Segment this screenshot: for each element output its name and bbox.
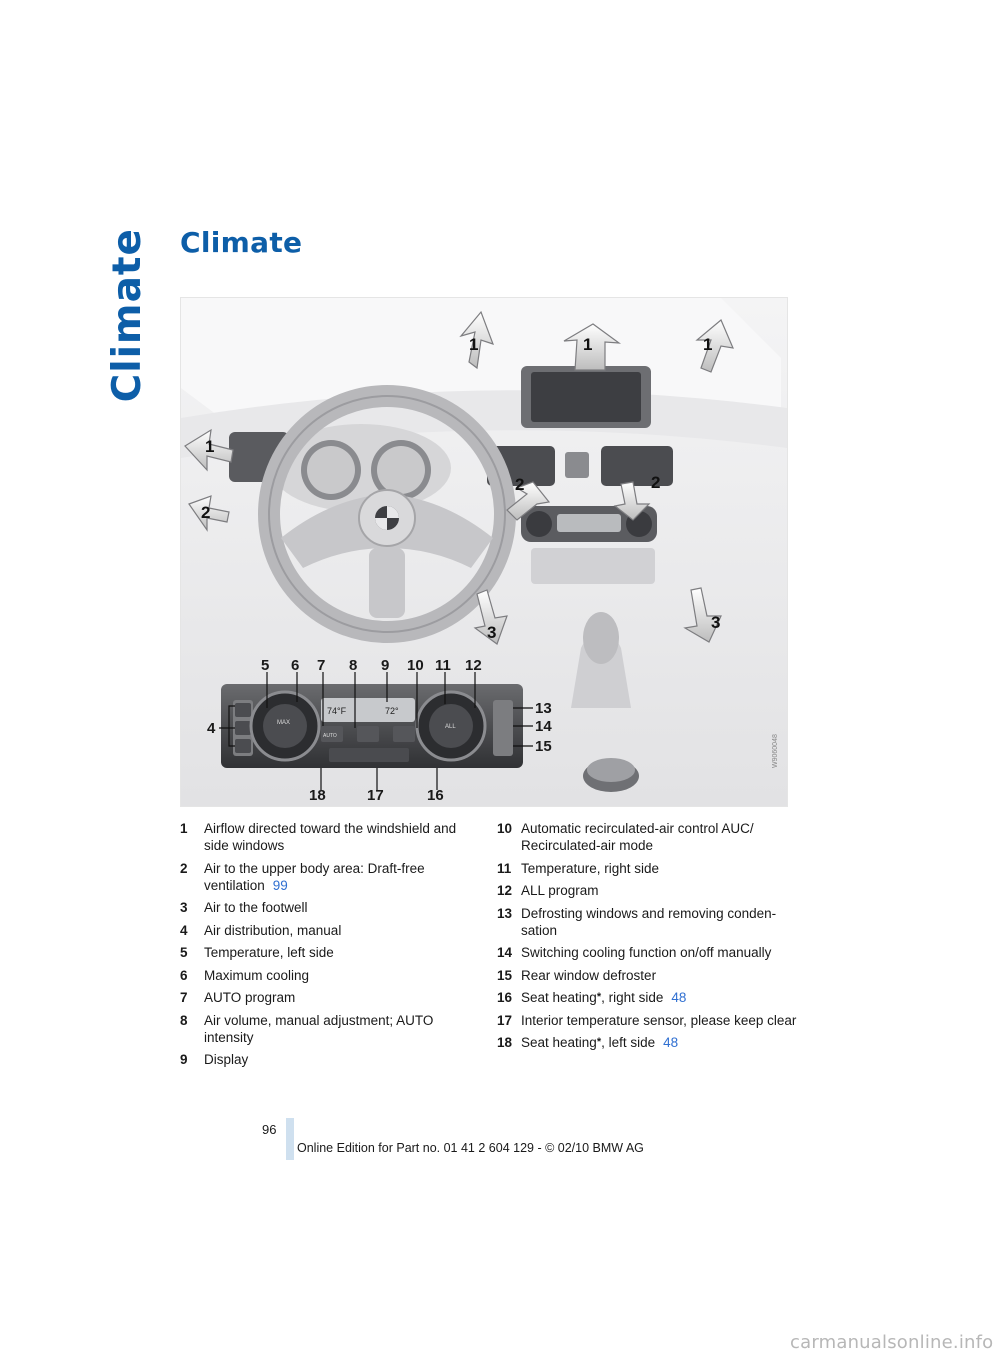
svg-text:7: 7	[317, 657, 326, 674]
svg-text:6: 6	[291, 657, 300, 674]
svg-text:MAX: MAX	[277, 720, 291, 726]
legend-item: 6 Maximum cooling	[180, 967, 310, 983]
legend-item: 4 Air distribution, manual	[180, 922, 342, 938]
legend-item: 12 ALL program	[497, 883, 599, 898]
svg-text:16: 16	[427, 787, 444, 804]
legend-item: 10 Automatic recirculated-air control AUC/ Recirculated-air mode	[497, 821, 754, 853]
svg-text:4: 4	[207, 720, 216, 737]
optional-equipment-star: *	[596, 1036, 602, 1048]
svg-text:1: 1	[469, 335, 479, 354]
svg-text:18: 18	[309, 787, 326, 804]
footer-text: Online Edition for Part no. 01 41 2 604 129 - © 02/10 BMW AG	[297, 1141, 644, 1155]
svg-text:10: 10	[407, 657, 424, 674]
legend-item: 9 Display	[180, 1052, 249, 1067]
svg-text:74°F: 74°F	[327, 706, 347, 716]
svg-text:12: 12	[465, 657, 482, 674]
watermark: carmanualsonline.info	[790, 1332, 993, 1353]
legend-left	[180, 820, 480, 1074]
legend-item: 2 Air to the upper body area: Draft-free ventilation 99	[180, 860, 425, 893]
svg-text:14: 14	[535, 718, 552, 735]
svg-text:2: 2	[651, 473, 661, 492]
footer-bar	[286, 1118, 294, 1160]
legend-item: 13 Defrosting windows and removing conden- sation	[497, 905, 777, 938]
svg-text:W9060048: W9060048	[772, 734, 779, 768]
page-ref-link[interactable]: 99	[272, 877, 288, 893]
svg-text:1: 1	[583, 335, 593, 354]
svg-text:2: 2	[201, 503, 211, 522]
legend-item: 7 AUTO program	[180, 990, 296, 1005]
page-ref-link[interactable]: 48	[671, 990, 687, 1005]
svg-text:11: 11	[435, 657, 451, 674]
legend-item: 14 Switching cooling function on/off manually	[497, 945, 772, 960]
side-tab: Climate	[105, 228, 150, 403]
legend-item: 3 Air to the footwell	[180, 900, 308, 915]
legend-item: 16 Seat heating*, right side 48	[497, 990, 687, 1005]
svg-text:2: 2	[515, 475, 525, 494]
svg-text:ALL: ALL	[445, 724, 456, 730]
legend-item: 17 Interior temperature sensor, please keep clear	[497, 1012, 797, 1028]
svg-text:17: 17	[367, 787, 384, 804]
svg-text:3: 3	[711, 613, 721, 632]
page-title: Climate	[180, 226, 303, 259]
svg-text:5: 5	[261, 657, 270, 674]
svg-text:1: 1	[703, 335, 713, 354]
svg-text:13: 13	[535, 700, 552, 717]
page-number: 96	[262, 1122, 277, 1137]
legend-right	[497, 820, 797, 1057]
svg-text:72°: 72°	[385, 706, 399, 716]
legend-item: 15 Rear window defroster	[497, 967, 657, 983]
svg-text:15: 15	[535, 738, 552, 755]
svg-text:3: 3	[487, 623, 497, 642]
svg-text:9: 9	[381, 657, 390, 674]
dashboard-illustration	[180, 297, 788, 807]
legend-item: 11 Temperature, right side	[497, 860, 660, 876]
svg-text:AUTO: AUTO	[323, 733, 337, 739]
svg-text:1: 1	[205, 437, 215, 456]
svg-text:8: 8	[349, 657, 358, 674]
legend-item: 18 Seat heating*, left side 48	[497, 1035, 679, 1050]
legend-item: 5 Temperature, left side	[180, 945, 334, 960]
legend-item: 1 Airflow directed toward the windshield and side windows	[180, 821, 457, 853]
optional-equipment-star: *	[596, 991, 602, 1003]
page-ref-link[interactable]: 48	[663, 1035, 679, 1050]
legend-item: 8 Air volume, manual adjustment; AUTO intensity	[180, 1012, 434, 1045]
